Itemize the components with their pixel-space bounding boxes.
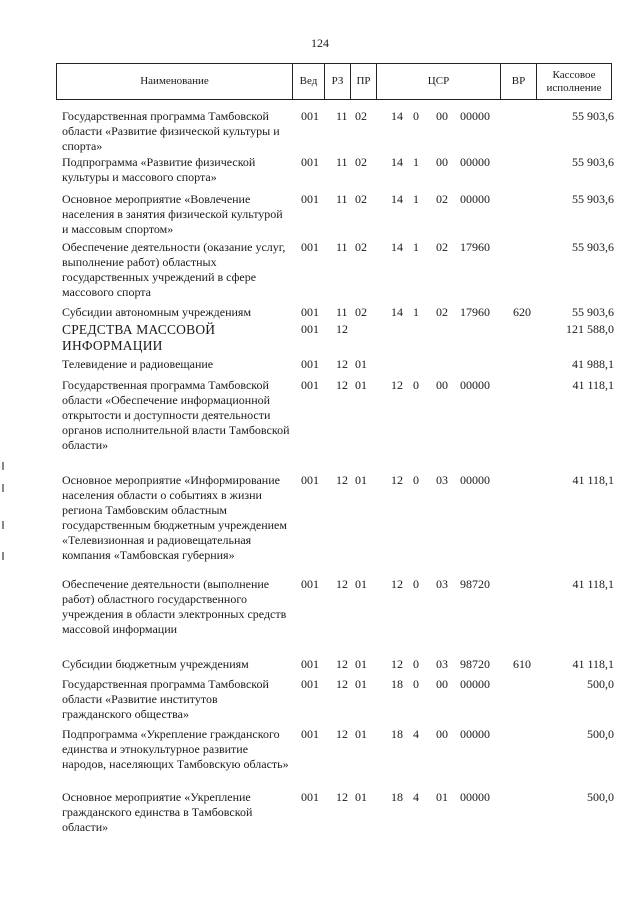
row-rz: 11 [336,109,348,123]
row-amount: 55 903,6 [572,240,614,254]
header-pr: ПР [351,64,377,99]
row-name: Субсидии автономным учреждениям [62,305,252,319]
row-name: Обеспечение деятельности (оказание услуг, выполнение работ) областных государственных учреждений в сфере массового спорта [62,240,286,299]
row-rz: 11 [336,155,348,169]
row-c1: 18 [391,677,403,691]
row-pr: 01 [355,677,367,691]
row-ved: 001 [301,192,319,206]
row-c1: 12 [391,473,403,487]
row-c3: 00 [436,378,448,392]
row-c2: 0 [413,657,419,671]
row-c3: 01 [436,790,448,804]
row-pr: 02 [355,192,367,206]
header-csr: ЦСР [377,64,501,99]
row-ved: 001 [301,322,319,336]
row-c2: 4 [413,727,419,741]
row-c2: 4 [413,790,419,804]
row-c3: 03 [436,473,448,487]
margin-mark [2,462,4,470]
row-ved: 001 [301,155,319,169]
row-rz: 12 [336,657,348,671]
row-pr: 01 [355,378,367,392]
row-c3: 00 [436,677,448,691]
row-ved: 001 [301,677,319,691]
row-ved: 001 [301,727,319,741]
row-name: Основное мероприятие «Информирование населения области о событиях в жизни региона Тамбовским областным государственным бюджетным учреждением «Телевизионная и радиовещательная компания «Тамбовская губерния» [62,473,287,562]
row-pr: 01 [355,657,367,671]
row-pr: 01 [355,473,367,487]
row-c4: 00000 [460,155,490,169]
row-pr: 01 [355,577,367,591]
row-ved: 001 [301,657,319,671]
row-amount: 55 903,6 [572,305,614,319]
row-name: Подпрограмма «Укрепление гражданского единства и этнокультурное развитие народов, населяющих Тамбовскую область» [62,727,289,771]
row-rz: 12 [336,322,348,336]
row-c1: 14 [391,305,403,319]
row-c3: 02 [436,305,448,319]
row-c4: 17960 [460,305,490,319]
row-ved: 001 [301,109,319,123]
row-pr: 02 [355,155,367,169]
row-amount: 41 118,1 [572,657,614,671]
row-amount: 121 588,0 [566,322,614,336]
row-name: Государственная программа Тамбовской области «Развитие физической культуры и спорта» [62,109,280,153]
margin-mark [2,552,4,560]
row-name: Государственная программа Тамбовской области «Развитие институтов гражданского общества» [62,677,269,721]
row-c4: 00000 [460,109,490,123]
header-amount: Кассовое исполнение [546,68,602,94]
row-c2: 0 [413,473,419,487]
row-c3: 00 [436,155,448,169]
row-c1: 14 [391,192,403,206]
margin-mark [2,484,4,492]
row-amount: 41 118,1 [572,473,614,487]
row-c1: 18 [391,727,403,741]
row-c3: 02 [436,192,448,206]
row-c4: 00000 [460,790,490,804]
row-pr: 02 [355,305,367,319]
row-c3: 03 [436,577,448,591]
row-rz: 11 [336,192,348,206]
row-name: Подпрограмма «Развитие физической культуры и массового спорта» [62,155,256,184]
row-name: Субсидии бюджетным учреждениям [62,657,249,671]
row-c4: 17960 [460,240,490,254]
row-name: СРЕДСТВА МАССОВОЙ ИНФОРМАЦИИ [62,322,216,353]
page-number: 124 [311,36,329,50]
row-rz: 11 [336,240,348,254]
row-c2: 1 [413,192,419,206]
row-c4: 00000 [460,378,490,392]
row-c2: 0 [413,378,419,392]
row-c1: 18 [391,790,403,804]
row-amount: 55 903,6 [572,192,614,206]
row-c3: 03 [436,657,448,671]
row-c4: 98720 [460,657,490,671]
row-amount: 500,0 [587,677,614,691]
row-c2: 0 [413,109,419,123]
row-ved: 001 [301,240,319,254]
header-ved: Вед [293,64,325,99]
row-amount: 55 903,6 [572,155,614,169]
row-pr: 01 [355,357,367,371]
row-amount: 500,0 [587,790,614,804]
row-amount: 55 903,6 [572,109,614,123]
row-rz: 12 [336,378,348,392]
row-rz: 12 [336,473,348,487]
row-c2: 1 [413,155,419,169]
header-name: Наименование [57,64,293,99]
row-c1: 12 [391,378,403,392]
row-c1: 14 [391,240,403,254]
row-amount: 41 118,1 [572,378,614,392]
row-c2: 0 [413,677,419,691]
row-ved: 001 [301,473,319,487]
row-pr: 01 [355,727,367,741]
row-name: Основное мероприятие «Укрепление гражданского единства в Тамбовской области» [62,790,253,834]
row-name: Обеспечение деятельности (выполнение работ) областного государственного учреждения в области электронных средств массовой информации [62,577,287,636]
row-pr: 02 [355,109,367,123]
row-c4: 00000 [460,727,490,741]
row-pr: 02 [355,240,367,254]
row-c3: 02 [436,240,448,254]
row-c3: 00 [436,727,448,741]
row-c1: 12 [391,577,403,591]
row-rz: 12 [336,677,348,691]
row-amount: 41 118,1 [572,577,614,591]
header-rz: РЗ [325,64,351,99]
row-amount: 500,0 [587,727,614,741]
row-c1: 12 [391,657,403,671]
row-c2: 1 [413,240,419,254]
row-vr: 620 [513,305,531,319]
row-rz: 12 [336,727,348,741]
row-vr: 610 [513,657,531,671]
row-c1: 14 [391,155,403,169]
row-rz: 12 [336,790,348,804]
row-c4: 00000 [460,192,490,206]
row-ved: 001 [301,378,319,392]
row-c3: 00 [436,109,448,123]
row-name: Телевидение и радиовещание [62,357,214,371]
margin-mark [2,521,4,529]
row-ved: 001 [301,305,319,319]
row-c1: 14 [391,109,403,123]
row-pr: 01 [355,790,367,804]
row-c2: 0 [413,577,419,591]
row-name: Основное мероприятие «Вовлечение населения в занятия физической культурой и массовым спортом» [62,192,283,236]
row-ved: 001 [301,790,319,804]
row-ved: 001 [301,577,319,591]
row-ved: 001 [301,357,319,371]
row-rz: 12 [336,577,348,591]
row-c4: 98720 [460,577,490,591]
row-c2: 1 [413,305,419,319]
row-c4: 00000 [460,473,490,487]
row-c4: 00000 [460,677,490,691]
row-rz: 12 [336,357,348,371]
row-amount: 41 988,1 [572,357,614,371]
row-name: Государственная программа Тамбовской области «Обеспечение информационной открытости и доступности деятельности органов исполнительной власти Тамбовской области» [62,378,290,452]
header-vr: ВР [501,64,537,99]
row-rz: 11 [336,305,348,319]
